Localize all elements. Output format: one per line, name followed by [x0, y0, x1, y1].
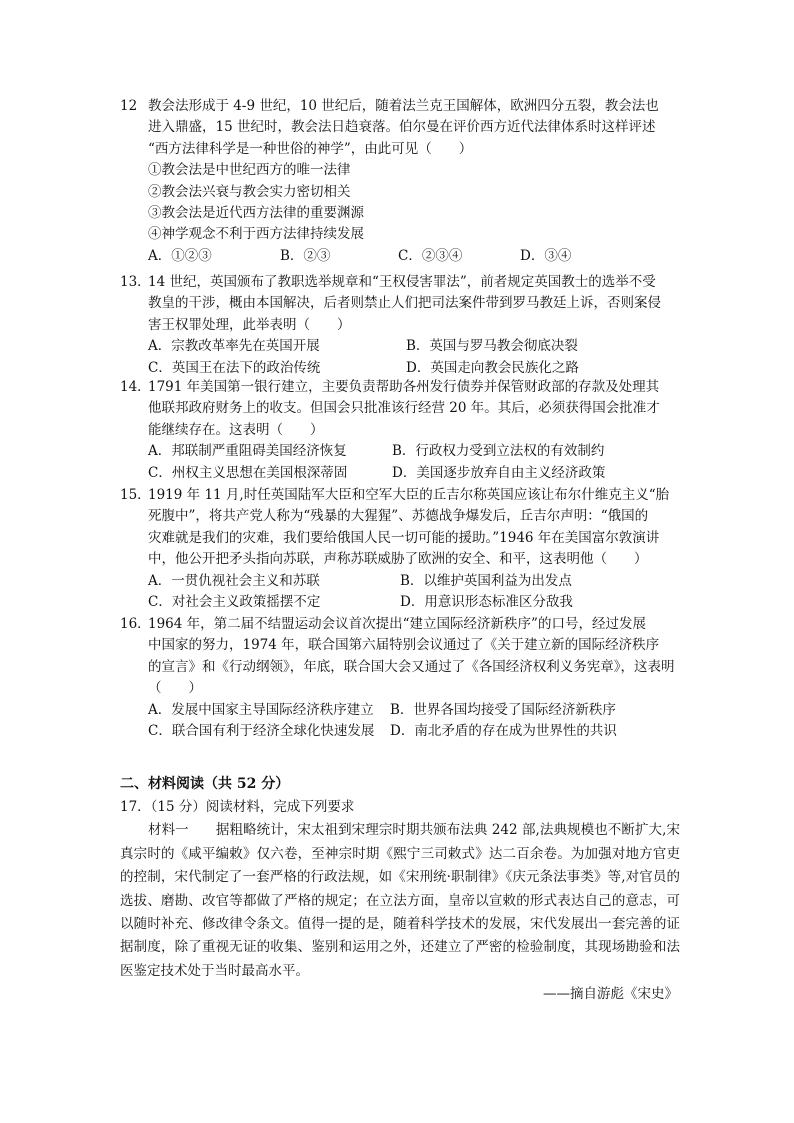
option-a: A．宗教改革率先在英国开展 — [148, 338, 320, 355]
question-12 — [120, 96, 680, 267]
option-c: C．②③④ — [398, 247, 463, 264]
question-16 — [120, 614, 680, 742]
question-stem-line: 中，他公开把矛头指向苏联，声称苏联威胁了欧洲的安全、和平，这表明他（ ） — [148, 551, 648, 568]
question-stem-line: 14 世纪，英国颁布了教职选举规章和“王权侵害罪法”，前者规定英国教士的选举不受 — [148, 274, 656, 290]
question-stem-line: 教皇的干涉，概由本国解决，后者则禁止人们把司法案件带到罗马教廷上诉，否则案侵 — [148, 295, 661, 312]
statement-item: ④神学观念不利于西方法律持续发展 — [148, 226, 364, 243]
question-number: 13． — [120, 274, 151, 290]
option-d: D．南北矛盾的存在成为世界性的共识 — [390, 723, 617, 740]
question-stem-line: 中国家的努力，1974 年，联合国第六届特别会议通过了《关于建立新的国际经济秩序 — [148, 637, 660, 654]
question-17 — [120, 796, 680, 1007]
question-stem-line: 教会法形成于 4-9 世纪，10 世纪后，随着法兰克王国解体，欧洲四分五裂，教会法也 — [148, 98, 659, 114]
options-row — [120, 246, 680, 267]
question-stem-line: 1964 年，第二届不结盟运动会议首次提出“建立国际经济新秩序”的口号，经过发展 — [148, 616, 646, 632]
material-one-text: 材料一 据粗略统计，宋太祖到宋理宗时期共颁布法典 242 部,法典规模也不断扩大,宋真宗时的《咸平编敕》仅六卷，至神宗时期《熙宁三司敕式》达二百余卷。为加强对地方官吏的控制，宋代制定了一套严格的行政法规，如《宋刑统·职制律》《庆元条法事类》等,对官员的选拔、磨勘、改官等都做了严格的规定；在立法方面，皇帝以宣敕的形式表达自己的意志，可以随时补充、修改律令条文。值得一提的是，随着科学技术的发展，宋代发展出一套完善的证据制度，除了重视无证的收集、鉴别和运用之外，还建立了严密的检验制度，其现场勘验和法医鉴定技术处于当时最高水平。 — [120, 822, 680, 979]
option-c: C．对社会主义政策摇摆不定 — [148, 594, 321, 611]
options-row — [120, 721, 680, 742]
question-13 — [120, 272, 680, 379]
question-number: 16． — [120, 616, 151, 632]
question-stem-line: “西方法律科学是一种世俗的神学”，由此可见（ ） — [148, 140, 473, 157]
question-stem-line: 1791 年美国第一银行建立，主要负责帮助各州发行债券并保管财政部的存款及处理其 — [148, 379, 660, 395]
option-d: D．美国逐步放弃自由主义经济政策 — [392, 464, 606, 481]
options-row — [120, 571, 680, 592]
option-a: A．邦联制严重阻碍美国经济恢复 — [148, 443, 347, 460]
option-b: B．英国与罗马教会彻底决裂 — [406, 338, 578, 355]
option-b: B．世界各国均接受了国际经济新秩序 — [390, 701, 616, 718]
material-source: ——摘自游彪《宋史》 — [543, 986, 678, 1003]
option-a: A．一贯仇视社会主义和苏联 — [148, 572, 320, 589]
option-a: A．①②③ — [148, 247, 212, 264]
question-stem-line: 能继续存在。这表明（ ） — [148, 421, 324, 438]
question-stem-line: 1919 年 11 月,时任英国陆军大臣和空军大臣的丘吉尔称英国应该让布尔什维克主义“胎 — [148, 487, 670, 503]
option-d: D．英国走向教会民族化之路 — [406, 359, 579, 376]
question-stem-line: 他联邦政府财务上的收支。但国会只批准该行经营 20 年。其后，必须获得国会批准才 — [148, 400, 660, 417]
question-number: 12 — [120, 98, 138, 114]
options-row — [120, 336, 680, 357]
statement-item: ②教会法兴衰与教会实力密切相关 — [148, 183, 351, 200]
question-stem-line: （ ） — [148, 680, 202, 697]
options-row — [120, 463, 680, 484]
question-stem-line: 的宣言》和《行动纲领》，年底，联合国大会又通过了《各国经济权利义务宪章》，这表明 — [148, 658, 675, 675]
question-stem-line: 进入鼎盛，15 世纪时，教会法日趋衰落。伯尔曼在评价西方近代法律体系时这样评述 — [148, 119, 656, 136]
option-b: B．行政权力受到立法权的有效制约 — [392, 443, 605, 460]
question-stem-line: 害王权罪处理，此举表明（ ） — [148, 316, 351, 333]
option-c: C．英国王在法下的政治传统 — [148, 359, 321, 376]
statement-item: ①教会法是中世纪西方的唯一法律 — [148, 162, 351, 179]
options-row — [120, 700, 680, 721]
question-stem-line: 灾难就是我们的灾难，我们要给俄国人民一切可能的援助。”1946 年在美国富尔敦演讲 — [148, 529, 660, 546]
question-14 — [120, 377, 680, 484]
question-number: 14． — [120, 379, 151, 395]
options-row — [120, 592, 680, 613]
options-row — [120, 358, 680, 379]
option-d: D．③④ — [520, 247, 572, 264]
question-stem-line: 死腹中”，将共产党人称为“残暴的大猩猩”、苏德战争爆发后，丘吉尔声明：“俄国的 — [148, 508, 649, 525]
options-row — [120, 441, 680, 462]
option-a: A．发展中国家主导国际经济秩序建立 — [148, 701, 374, 718]
option-b: B．②③ — [280, 247, 331, 264]
statement-item: ③教会法是近代西方法律的重要渊源 — [148, 205, 364, 222]
question-number: 15． — [120, 487, 151, 503]
option-d: D．用意识形态标准区分敌我 — [400, 594, 573, 611]
option-b: B．以维护英国利益为出发点 — [400, 572, 572, 589]
option-c: C．州权主义思想在美国根深蒂固 — [148, 464, 348, 481]
question-17-head: 17．（15 分）阅读材料，完成下列要求 — [120, 799, 355, 815]
option-c: C．联合国有利于经济全球化快速发展 — [148, 723, 375, 740]
question-15 — [120, 485, 680, 613]
section-heading: 二、材料阅读（共 52 分） — [120, 776, 290, 792]
